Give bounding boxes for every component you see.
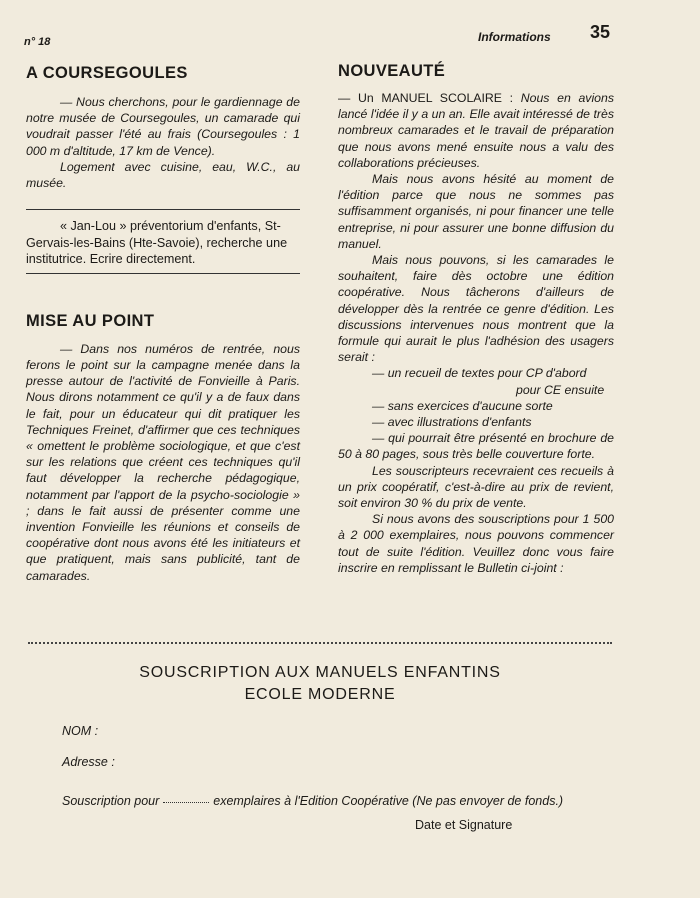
form-title-line-1: SOUSCRIPTION AUX MANUELS ENFANTINS xyxy=(139,664,501,681)
form-title xyxy=(0,662,640,706)
page-number: 35 xyxy=(590,22,611,42)
right-column xyxy=(338,62,614,576)
list-item-continued: pour CE ensuite xyxy=(516,382,605,397)
nouveaute-title: NOUVEAUTÉ xyxy=(338,62,446,80)
quantity-blank[interactable] xyxy=(163,802,209,803)
coursegoules-paragraph-2: Logement avec cuisine, eau, W.C., au musée. xyxy=(26,159,300,191)
list-item: — qui pourrait être présenté en brochure de 50 à 80 pages, sous très belle couverture forte. xyxy=(338,431,614,462)
list-item: — un recueil de textes pour CP d'abord xyxy=(372,366,587,381)
form-title-line-2: ECOLE MODERNE xyxy=(244,686,396,703)
list-item: — sans exercices d'aucune sorte xyxy=(372,398,553,413)
mise-au-point-paragraph: — Dans nos numéros de rentrée, nous ferons le point sur la campagne menée dans la presse autour de l'activité de Fonvieille à Paris. Nous dirons notamment ce qu'il y a de faux dans le fait, pour un éducateur qui dit pratiquer les Techniques Freinet, d'affirmer que ces techniques « omettent le problème sociologique, et que c'est sur les relations que créent ces techniques qu'il faut développer la recherche pédagogique, notamment par l'apport de la psycho-sociologie » ; dans le fait aussi de présenter comme une invention Fonvieille les réunions et conseils de coopérative dont nous avons été les initiateurs et que pratiquent, mais sans publicité, tant de camarades. xyxy=(26,341,300,583)
issue-number: n° 18 xyxy=(24,36,51,48)
manuel-scolaire-lead: — Un MANUEL SCOLAIRE : xyxy=(338,91,514,105)
janlou-notice: « Jan-Lou » préventorium d'enfants, St-Gervais-les-Bains (Hte-Savoie), recherche une institutrice. Ecrire directement. xyxy=(26,219,288,267)
souscription-line[interactable] xyxy=(62,794,622,808)
section-label: Informations xyxy=(478,30,551,44)
list-item: — avec illustrations d'enfants xyxy=(372,415,532,430)
nouveaute-paragraph-4: Les souscripteurs recevraient ces recueils à un prix coopératif, c'est-à-dire au prix de revient, soit environ 30 % du prix de vente. xyxy=(338,463,614,511)
nom-field-label[interactable]: NOM : xyxy=(62,724,99,738)
nouveaute-paragraph-5: Si nous avons des souscriptions pour 1 500 à 2 000 exemplaires, nous pouvons commencer tout de suite l'édition. Veuillez donc vous faire inscrire en remplissant le Bulletin ci-joint : xyxy=(338,512,614,575)
nouveaute-paragraph-1 xyxy=(338,90,614,171)
nouveaute-paragraph-3: Mais nous pouvons, si les camarades le souhaitent, faire dès octobre une édition coopérative. Nous tâcherons d'ailleurs de développer dès la rentrée ce genre d'édition. Les discussions intervenues nous montrent que la formule qui aurait le plus l'adhésion des usagers serait : xyxy=(338,253,614,365)
souscription-text: exemplaires à l'Edition Coopérative (Ne pas envoyer de fonds.) xyxy=(213,794,564,808)
nouveaute-paragraph-2: Mais nous avons hésité au moment de l'édition parce que nous ne sommes pas suffisamment organisés, ni pour financer une telle entreprise, ni pour assurer une bonne diffusion du manuel. xyxy=(338,172,614,251)
left-column xyxy=(26,64,300,584)
souscription-label: Souscription pour xyxy=(62,794,160,808)
cut-line xyxy=(28,642,612,644)
coursegoules-paragraph-1: — Nous cherchons, pour le gardiennage de notre musée de Coursegoules, un camarade qui voudrait passer l'été au frais (Coursegoules : 1 000 m d'altitude, 17 km de Vence). xyxy=(26,95,300,158)
formula-list xyxy=(338,365,614,462)
adresse-field-label[interactable]: Adresse : xyxy=(62,755,115,769)
mise-au-point-title: MISE AU POINT xyxy=(26,311,155,330)
signature-label[interactable]: Date et Signature xyxy=(415,818,513,832)
nouveaute-paragraph-1-rest: Nous en avions lancé l'idée il y a un an. Elle avait intéressé de très nombreux camarades et le travail de préparation que nous avons mené ensuite nous a valu des collaborations précieuses. xyxy=(338,91,615,170)
coursegoules-title: A COURSEGOULES xyxy=(26,64,188,82)
